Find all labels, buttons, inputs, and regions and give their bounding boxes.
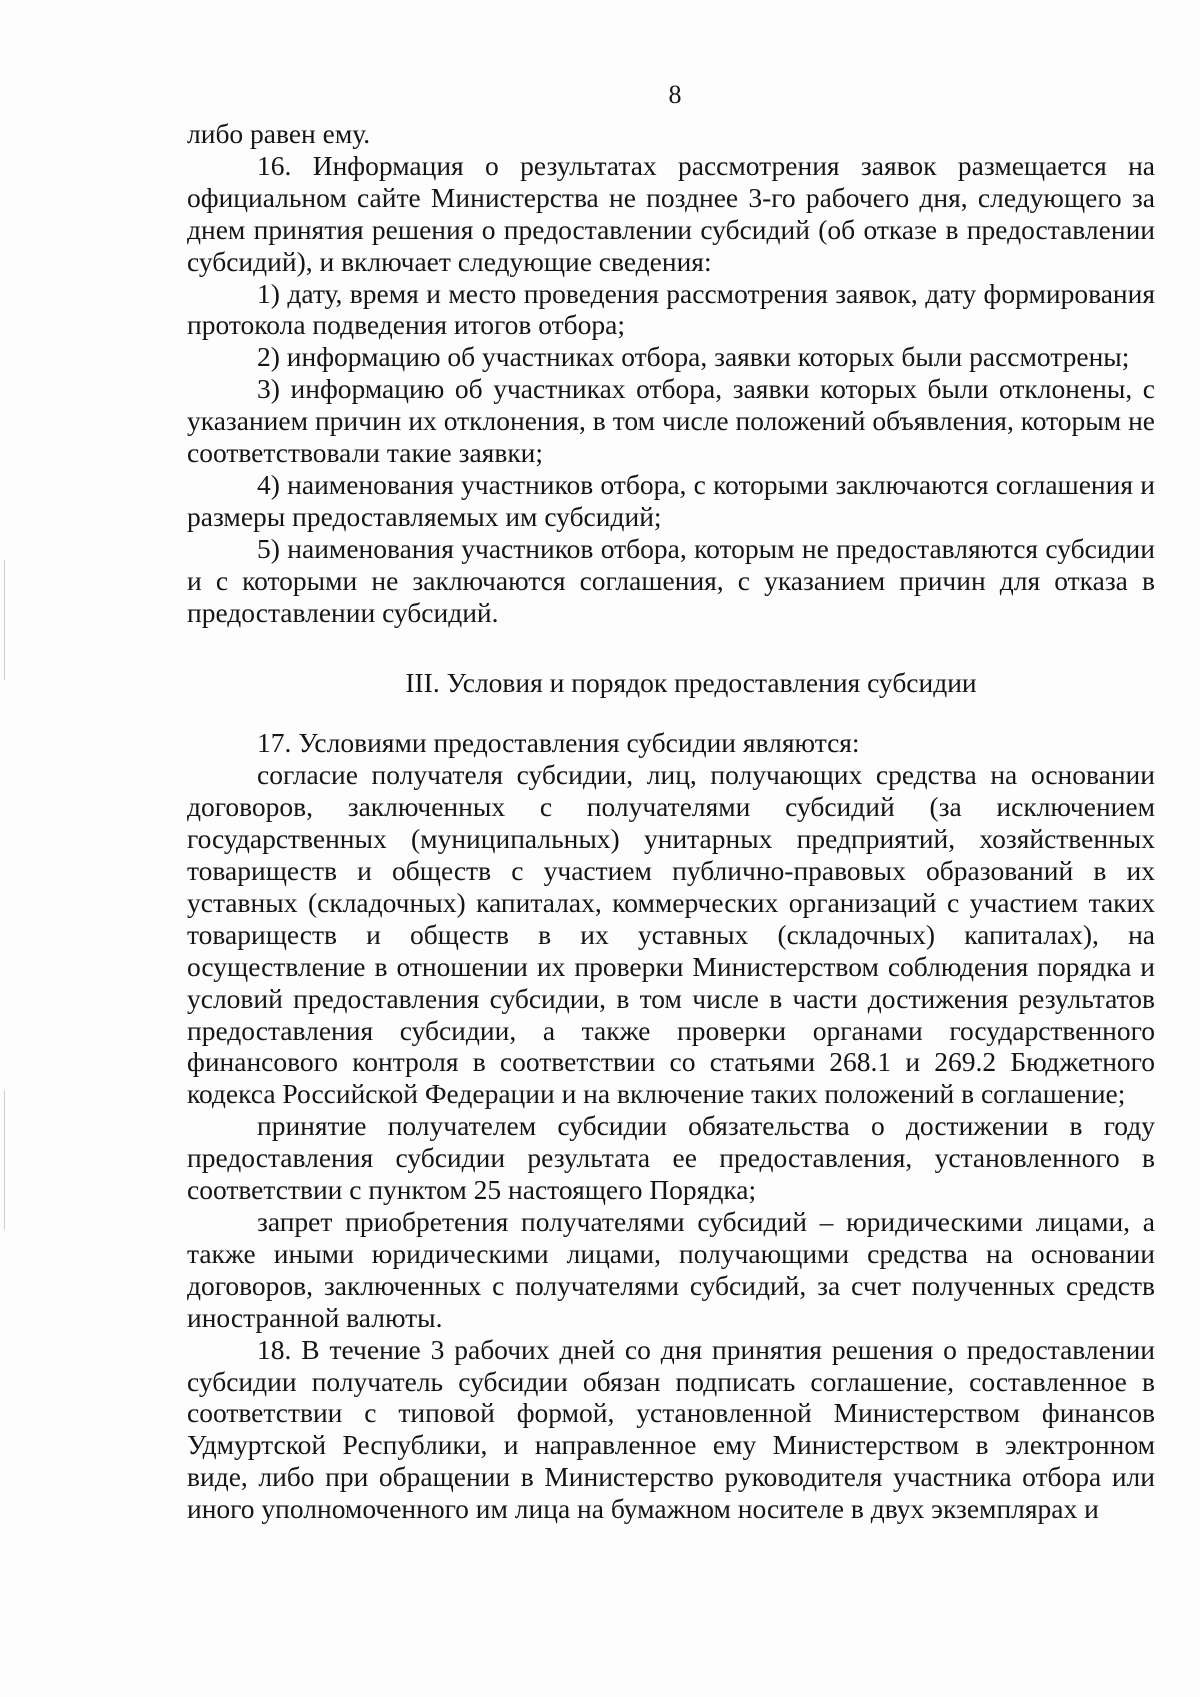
scan-edge-mark [4,1090,5,1230]
paragraph: либо равен ему. [187,118,371,149]
paragraph: 17. Условиями предоставления субсидии являются: [257,727,860,759]
paragraph: 3) информацию об участниках отбора, заявки которых были отклонены, с указанием причин их отклонения, в том числе положений объявления, которым не соответствовали такие заявки; [187,373,1155,469]
paragraph: 16. Информация о результатах рассмотрения заявок размещается на официальном сайте Министерства не позднее 3-го рабочего дня, следующего за днем принятия решения о предоставлении субсидий (об отказе в предоставлении субсидий), и включает следующие сведения: [187,149,1155,277]
paragraph: согласие получателя субсидии, лиц, получающих средства на основании договоров, заключенных с получателями субсидий (за исключением государственных (муниципальных) унитарных предприятий, хозяйственных товариществ и обществ с участием публично-правовых образований в их уставных (складочных) капиталах, коммерческих организаций с участием таких товариществ и обществ в их уставных (складочных) капиталах), на осуществление в отношении их проверки Министерством соблюдения порядка и условий предоставления субсидии, в том числе в части достижения результатов предоставления субсидии, а также проверки органами государственного финансового контроля в соответствии со статьями 268.1 и 269.2 Бюджетного кодекса Российской Федерации и на включение таких положений в соглашение; [187,759,1155,1110]
paragraph: запрет приобретения получателями субсидий – юридическими лицами, а также иными юридическими лицами, получающими средства на основании договоров, заключенных с получателями субсидий, за счет полученных средств иностранной валюты. [187,1206,1155,1333]
paragraph: 18. В течение 3 рабочих дней со дня принятия решения о предоставлении субсидии получатель субсидии обязан подписать соглашение, составленное в соответствии с типовой формой, установленной Министерством финансов Удмуртской Республики, и направленное ему Министерством в электронном виде, либо при обращении в Министерство руководителя участника отбора или иного уполномоченного им лица на бумажном носителе в двух экземплярах и [187,1333,1155,1525]
section-heading: III. Условия и порядок предоставления субсидии [405,666,977,698]
page-number: 8 [668,80,682,109]
paragraph: 5) наименования участников отбора, которым не предоставляются субсидии и с которыми не заключаются соглашения, с указанием причин для отказа в предоставлении субсидий. [187,532,1155,628]
scan-edge-mark [4,560,5,680]
paragraph: 2) информацию об участниках отбора, заявки которых были рассмотрены; [257,341,1130,373]
paragraph-group-before-heading [187,118,1155,629]
paragraph-group-after-heading [187,727,1155,1525]
paragraph: 1) дату, время и место проведения рассмотрения заявок, дату формирования протокола подведения итогов отбора; [187,277,1155,341]
document-body [187,118,1155,1525]
paragraph: 4) наименования участников отбора, с которыми заключаются соглашения и размеры предоставляемых им субсидий; [187,468,1155,532]
paragraph: принятие получателем субсидии обязательства о достижении в году предоставления субсидии результата ее предоставления, установленного в соответствии с пунктом 25 настоящего Порядка; [187,1110,1155,1206]
